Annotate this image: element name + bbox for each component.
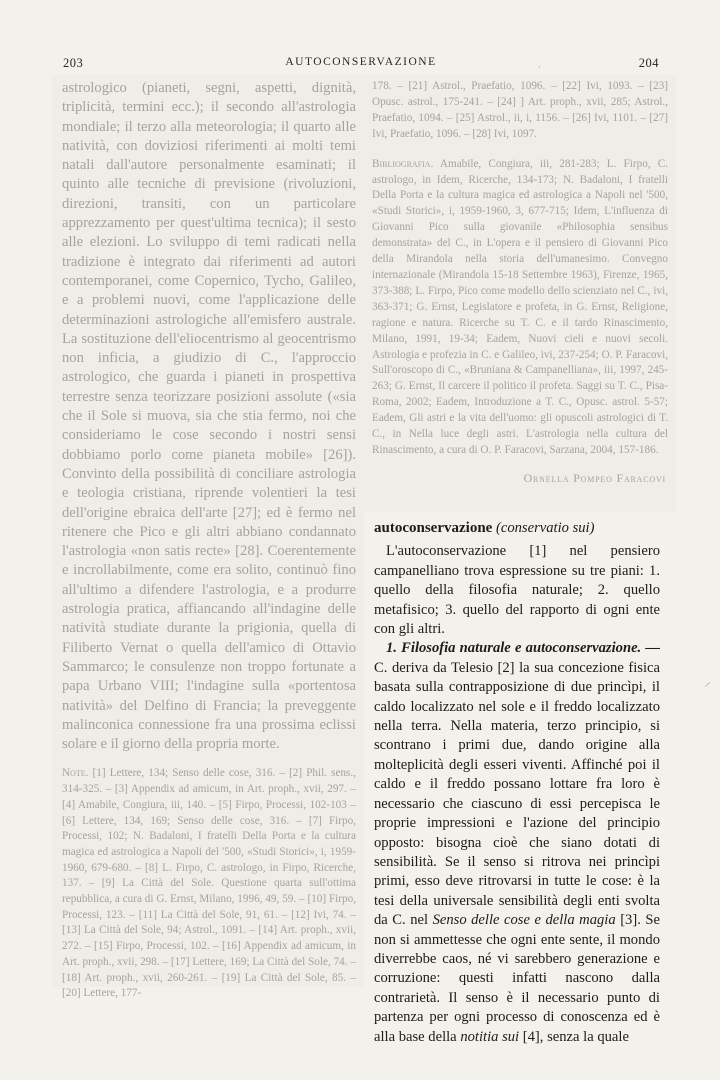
section-1-italic-a: Senso delle cose e della magia — [432, 912, 616, 929]
tick-mark-icon: ˌ — [538, 60, 541, 70]
entry-heading — [374, 519, 660, 538]
entry-subtitle: (conservatio sui) — [495, 520, 595, 536]
section-1-text-c: [4], senza la quale — [522, 1028, 629, 1045]
running-title: AUTOCONSERVAZIONE — [285, 56, 437, 68]
section-1-text-a: C. deriva da Telesio [2] la sua concezione fisica basata sulla contrapposizione di due princìpi, il caldo localizzato nel sole e il freddo localizzato nella terra. Nella materia, terzo principio, si scontrano i primi due, dando origine alla molteplicità degli esseri viventi. Affinché poi il caldo e il freddo possano lottare fra loro è necessario che ciascuno di essi percepisca le proprie impressioni e l'azione del principio opposto: bisogna cioè che siano dotati di sensibilità. Se il senso si ritrova nei princìpi primi, esso deve ritrovarsi in tutte le cose: è la tesi della universale sensibilità degli enti svolta da C. nel — [374, 659, 660, 929]
section-1-italic-b: notitia sui — [460, 1028, 520, 1045]
notes-continuation: 178. – [21] Astrol., Praefatio, 1096. – [22] Ivi, 1093. – [23] Opusc. astrol., 175-241. – [24] ] Art. proph., xvii, 285; Astrol., Praefatio, 1094. – [25] Astrol., ii, i, 1156. – [26] Ivi, 1101. – [27] Ivi, Praefatio, 1096. – [28] Ivi, 1097. — [372, 80, 668, 140]
left-column-previous-entry — [52, 75, 364, 1000]
bibliography — [372, 157, 668, 459]
page-number-right: 204 — [638, 56, 659, 70]
notes-text: [1] Lettere, 134; Senso delle cose, 316. – [2] Phil. sens., 314-325. – [3] Appendix ad amicum, in Art. proph., xvii, 297. – [4] Amabile, Congiura, iii, 140. – [5] Firpo, Processi, 102-103 – [6] Lettere, 134, 169; Senso delle cose, 316. – [7] Firpo, Processi, 102; N. Badaloni, I fratelli Della Porta e la cultura magica ed astrologica a Napoli del '500, «Studi Storici», i, 1959-1960, 679-680. – [8] L. Firpo, C. astrologo, in Firpo, Ricerche, 137. – [9] La Città del Sole. Questione quarta sull'ottima repubblica, a cura di G. Ernst, Milano, 1996, 49, 59. – [10] Firpo, Processi, 123. – [11] La Città del Sole, 91, 61. – [12] Ivi, 74. – [13] La Città del Sole, 94; Astrol., 1091. – [14] Art. proph., xvii, 272. – [15] Firpo, Processi, 102. – [16] Appendix ad amicum, in Art. proph., xvii, 298. – [17] Lettere, 169; La Città del Sole, 74. – [18] Art. proph., xvii, 260-261. – [19] La Città del Sole, 85. – [20] Lettere, 177- — [62, 767, 356, 1000]
entry-title: autoconservazione — [374, 520, 493, 536]
section-1 — [374, 639, 660, 1047]
page-number-left: 203 — [63, 56, 84, 70]
entry-intro: L'autoconservazione [1] nel pensiero campanelliano trova espressione su tre piani: 1. quello della filosofia naturale; 2. quello metafisico; 3. quello del rapporto di ogni ente con gli altri. — [374, 543, 660, 638]
right-column-notes-bibliography — [364, 75, 676, 512]
section-1-heading: 1. Filosofia naturale e autoconservazione. — — [386, 640, 660, 657]
right-column-new-entry — [374, 519, 660, 1045]
bibliography-text: Amabile, Congiura, iii, 281-283; L. Firpo, C. astrologo, in Idem, Ricerche, 134-173; N. Badaloni, I fratelli Della Porta e la cultura magica ed astrologica a Napoli nel '500, «Studi Storici», i, 1959-1960, 3, 677-715; Idem, L'influenza di Giovanni Pico sulla giovanile «Philosophia sensibus demonstrata» del C., in L'opera e il pensiero di Giovanni Pico della Mirandola nella storia dell'umanesimo. Convegno internazionale (Mirandola 15-18 Settembre 1963), Firenze, 1965, 373-388; L. Firpo, Pico come modello dello scienziato nel C., ivi, 363-371; G. Ernst, Legislatore e profeta, in G. Ernst, Religione, ragione e natura. Ricerche su T. C. e il tardo Rinascimento, Milano, 1991, 19-34; Eadem, Nuovi cieli e nuovi secoli. Astrologia e profezia in C. e Galileo, ivi, 237-254; O. P. Faracovi, Sull'oroscopo di C., «Bruniana & Campanelliana», iii, 1997, 245-263; G. Ernst, Il carcere il politico il profeta. Saggi su T. C., Pisa-Roma, 2002; Eadem, Introduzione a T. C., Opusc. astrol. 5-57; Eadem, Gli astri e la vita dell'uomo: gli opuscoli astrologici di T. C., in Nella luce degli astri. L'astrologia nella cultura del Rinascimento, a cura di O. P. Faracovi, Sarzana, 2004, 157-186. — [372, 157, 668, 456]
running-header — [63, 56, 659, 72]
left-main-text: astrologico (pianeti, segni, aspetti, dignità, triplicità, termini ecc.); il secondo all'astrologia mondiale; il terzo alla meteorologia; il quarto alle natività, con doviziosi riferimenti ai molti temi natali dall'autore personalmente esaminati; il quinto alle tecniche di previsione (rivoluzioni, direzioni, transiti, con un particolare apprezzamento per quest'ultima tecnica); il sesto alle elezioni. Lo sviluppo di temi radicati nella tradizione è integrato dai riferimenti ad autori contemporanei, come Copernico, Tycho, Galileo, e a problemi nuovi, come l'applicazione delle determinazioni astrologiche all'emisfero australe. La sostituzione dell'eliocentrismo al geocentrismo non inficia, a giudizio di C., l'approccio astrologico, che guarda i pianeti in prospettiva terrestre senza teorizzare posizioni assolute («sia che il Sole si muova, sia che stia fermo, noi che consideriamo le cose secondo i nostri sensi dobbiamo porlo come pianeta mobile» [26]). Convinto della possibilità di conciliare astrologia e teologia cristiana, riprende volentieri la tesi dell'origine ebraica dell'arte [27]; ed è fermo nel ritenere che Pico e gli altri abbiano condannato l'astrologia «non satis recte» [28]. Coerentemente e incrollabilmente, come era solito, continuò fino all'ultimo a difendere l'astrologia, e a produrre astrologia pratica, affiancando all'indagine delle natività studiate durante la prigionia, quella di Filiberto Vernat o quella dell'amico di Ottavio Sammarco; le consulenze non troppo fortunate a papa Urbano VIII; l'indagine sulla «portentosa natività» del Delfino di Francia; la preveggente malinconica connessione fra una prossima eclissi solare e il giorno della propria morte. — [62, 80, 356, 753]
notes-label: Note. — [62, 767, 89, 780]
section-1-text-b: [3]. Se non si ammettesse che ogni ente sente, il mondo diverrebbe caos, né vi sarebbero generazione e corruzione: questi infatti nascono dalla contrarietà. Il senso è il necessario punto di partenza per ogni processo di conoscenza ed è alla base della — [374, 912, 660, 1045]
entry-author: Ornella Pompeo Faracovi — [523, 470, 666, 485]
notes-block — [62, 766, 356, 1002]
bibliography-label: Bibliografia. — [372, 157, 434, 170]
margin-smudge-icon: ⸝ — [704, 674, 711, 690]
